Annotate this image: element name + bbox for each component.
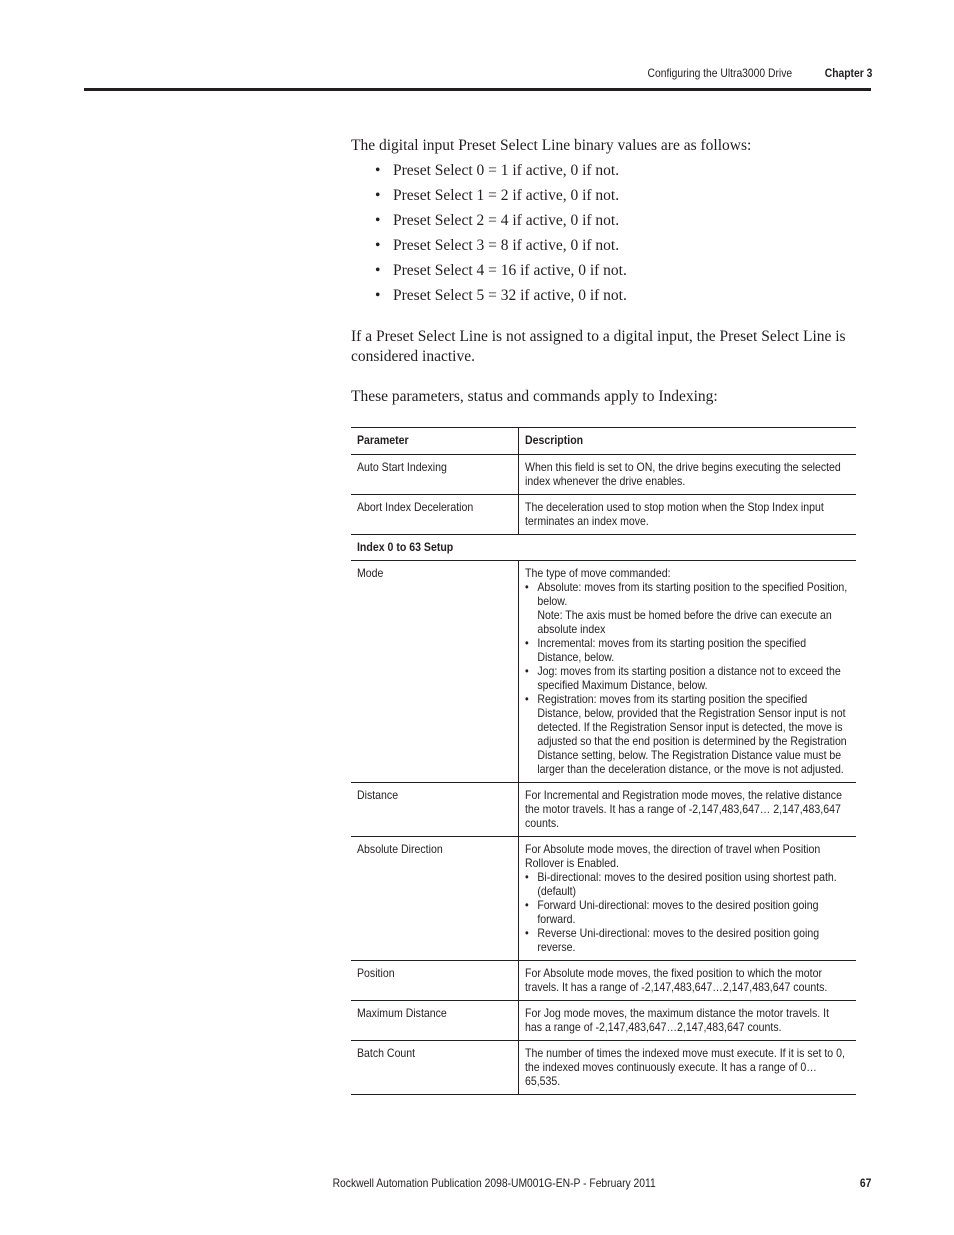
list-item: • Forward Uni-directional: moves to the desired position going forward. <box>525 898 848 926</box>
direction-options <box>525 870 848 954</box>
table-header-row <box>351 428 856 455</box>
description-cell: For Jog mode moves, the maximum distance the motor travels. It has a range of -2,147,483,647…2,147,483,647 counts. <box>519 1001 857 1041</box>
list-item: • Preset Select 5 = 32 if active, 0 if not. <box>375 286 627 311</box>
description-cell: The deceleration used to stop motion when the Stop Index input terminates an index move. <box>519 495 857 535</box>
description-cell <box>519 837 857 961</box>
table-row <box>351 455 856 495</box>
mode-lead: The type of move commanded: <box>525 566 671 580</box>
running-header-chapter: Chapter 3 <box>824 66 872 80</box>
parameter-cell: Auto Start Indexing <box>351 455 519 495</box>
indexing-paragraph: These parameters, status and commands apply to Indexing: <box>351 388 718 405</box>
list-item: • Bi-directional: moves to the desired position using shortest path. (default) <box>525 870 848 898</box>
page-number: 67 <box>859 1176 871 1190</box>
section-heading: Index 0 to 63 Setup <box>351 535 856 561</box>
column-header-parameter: Parameter <box>351 428 519 455</box>
parameter-cell: Distance <box>351 783 519 837</box>
table-section-row <box>351 535 856 561</box>
list-item: • Absolute: moves from its starting position to the specified Position, below. Note: The axis must be homed before the drive can execute an absolute index <box>525 580 848 636</box>
indexing-parameters-table <box>351 427 856 1095</box>
list-item: • Preset Select 1 = 2 if active, 0 if not. <box>375 186 627 211</box>
list-item: • Preset Select 2 = 4 if active, 0 if not. <box>375 211 627 236</box>
intro-paragraph: The digital input Preset Select Line binary values are as follows: <box>351 137 752 154</box>
list-item: • Preset Select 0 = 1 if active, 0 if not. <box>375 161 627 186</box>
table-row <box>351 1041 856 1095</box>
mode-options <box>525 580 848 776</box>
table-row <box>351 1001 856 1041</box>
description-cell: The number of times the indexed move must execute. If it is set to 0, the indexed moves continuously execute. It has a range of 0…65,535. <box>519 1041 857 1095</box>
list-item: • Reverse Uni-directional: moves to the desired position going reverse. <box>525 926 848 954</box>
table-row <box>351 495 856 535</box>
list-item: • Registration: moves from its starting position the specified Distance, below, provided that the Registration Sensor input is not detected. If the Registration Sensor input is detected, the move is adjusted so that the end position is determined by the Registration Distance setting, below. The Registration Distance value must be larger than the deceleration distance, or the move is not adjusted. <box>525 692 848 776</box>
parameter-cell: Position <box>351 961 519 1001</box>
parameter-cell: Mode <box>351 561 519 783</box>
table-row <box>351 961 856 1001</box>
parameter-cell: Abort Index Deceleration <box>351 495 519 535</box>
description-cell: For Incremental and Registration mode moves, the relative distance the motor travels. It has a range of -2,147,483,647… 2,147,483,647 counts. <box>519 783 857 837</box>
parameter-cell: Absolute Direction <box>351 837 519 961</box>
column-header-description: Description <box>519 428 857 455</box>
parameter-cell: Maximum Distance <box>351 1001 519 1041</box>
list-item: • Preset Select 3 = 8 if active, 0 if not. <box>375 236 627 261</box>
description-cell: When this field is set to ON, the drive begins executing the selected index whenever the drive enables. <box>519 455 857 495</box>
mode-note: Note: The axis must be homed before the drive can execute an absolute index <box>537 608 832 636</box>
list-item: • Preset Select 4 = 16 if active, 0 if not. <box>375 261 627 286</box>
table-row <box>351 783 856 837</box>
description-cell <box>519 561 857 783</box>
footer-publication: Rockwell Automation Publication 2098-UM001G-EN-P - February 2011 <box>332 1176 656 1190</box>
parameter-cell: Batch Count <box>351 1041 519 1095</box>
inactive-paragraph: If a Preset Select Line is not assigned to a digital input, the Preset Select Line is considered inactive. <box>351 328 846 365</box>
description-cell: For Absolute mode moves, the fixed position to which the motor travels. It has a range of -2,147,483,647…2,147,483,647 counts. <box>519 961 857 1001</box>
list-item: • Jog: moves from its starting position a distance not to exceed the specified Maximum Distance, below. <box>525 664 848 692</box>
preset-select-list <box>375 161 627 311</box>
table-row <box>351 561 856 783</box>
direction-lead: For Absolute mode moves, the direction of travel when Position Rollover is Enabled. <box>525 842 821 870</box>
running-header-title: Configuring the Ultra3000 Drive <box>647 66 792 80</box>
list-item: • Incremental: moves from its starting position the specified Distance, below. <box>525 636 848 664</box>
table-row <box>351 837 856 961</box>
header-rule <box>84 88 871 91</box>
